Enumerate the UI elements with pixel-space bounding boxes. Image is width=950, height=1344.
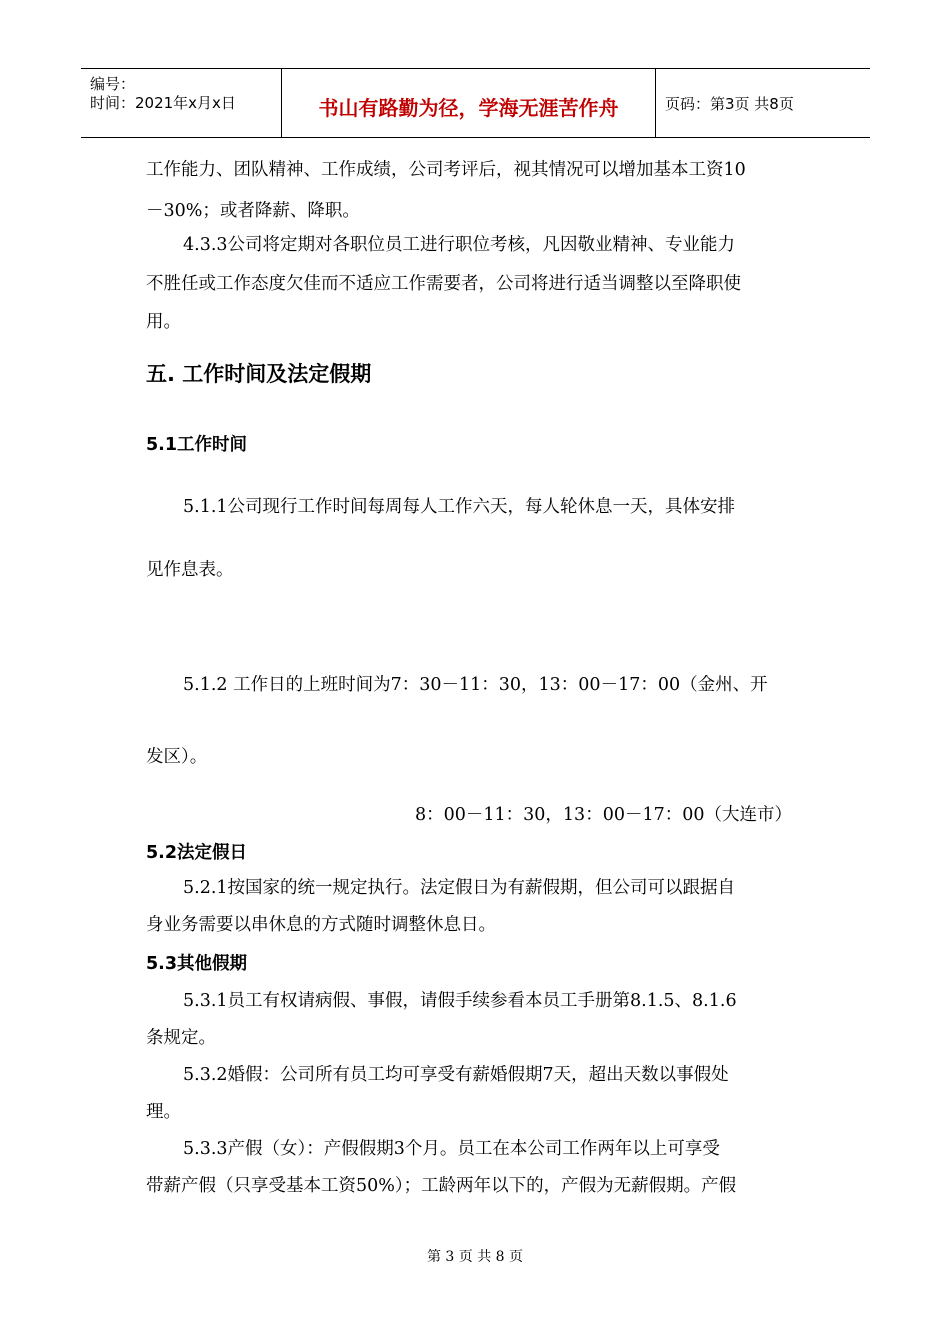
paragraph-line: 工作能力、团队精神、工作成绩，公司考评后，视其情况可以增加基本工资10 [146,160,746,180]
paragraph-line: 4.3.3公司将定期对各职位员工进行职位考核，凡因敬业精神、专业能力 [183,235,736,255]
document-time-label: 时间：2021年x月x日 [90,94,236,112]
header-page-number: 页码：第3页 共8页 [665,95,794,113]
paragraph-line: 5.1.2 工作日的上班时间为7：30－11：30，13：00－17：00（金州、开 [183,675,768,695]
section-5-3-heading: 5.3其他假期 [146,954,248,974]
paragraph-line: 发区）。 [146,747,208,767]
paragraph-line: 不胜任或工作态度欠佳而不适应工作需要者，公司将进行适当调整以至降职使 [146,274,741,294]
paragraph-line: 8：00－11：30，13：00－17：00（大连市） [414,805,792,825]
header-motto-cell [281,69,656,137]
paragraph-line: －30%；或者降薪、降职。 [146,201,360,221]
paragraph-line: 身业务需要以串休息的方式随时调整休息日。 [146,915,496,935]
paragraph-line: 见作息表。 [146,560,234,580]
paragraph-line: 带薪产假（只享受基本工资50%）；工龄两年以下的，产假为无薪假期。产假 [146,1176,737,1196]
header-page-cell [655,69,870,137]
section-5-heading: 五. 工作时间及法定假期 [146,362,372,386]
paragraph-line: 5.3.1员工有权请病假、事假，请假手续参看本员工手册第8.1.5、8.1.6 [183,991,737,1011]
paragraph-line: 理。 [146,1102,181,1122]
header-info-cell [81,69,281,137]
document-number-label: 编号： [90,75,136,93]
paragraph-line: 条规定。 [146,1028,216,1048]
page-footer: 第 3 页 共 8 页 [426,1249,524,1265]
paragraph-line: 5.3.3产假（女）：产假假期3个月。员工在本公司工作两年以上可享受 [183,1139,720,1159]
paragraph-line: 5.2.1按国家的统一规定执行。法定假日为有薪假期，但公司可以跟据自 [183,878,736,898]
paragraph-line: 5.1.1公司现行工作时间每周每人工作六天，每人轮休息一天，具体安排 [183,497,736,517]
header-table [81,68,870,138]
paragraph-line: 用。 [146,312,181,332]
paragraph-line: 5.3.2婚假：公司所有员工均可享受有薪婚假期7天，超出天数以事假处 [183,1065,729,1085]
section-5-2-heading: 5.2法定假日 [146,843,248,863]
section-5-1-heading: 5.1工作时间 [146,435,248,455]
header-motto: 书山有路勤为径，学海无涯苦作舟 [318,96,619,120]
